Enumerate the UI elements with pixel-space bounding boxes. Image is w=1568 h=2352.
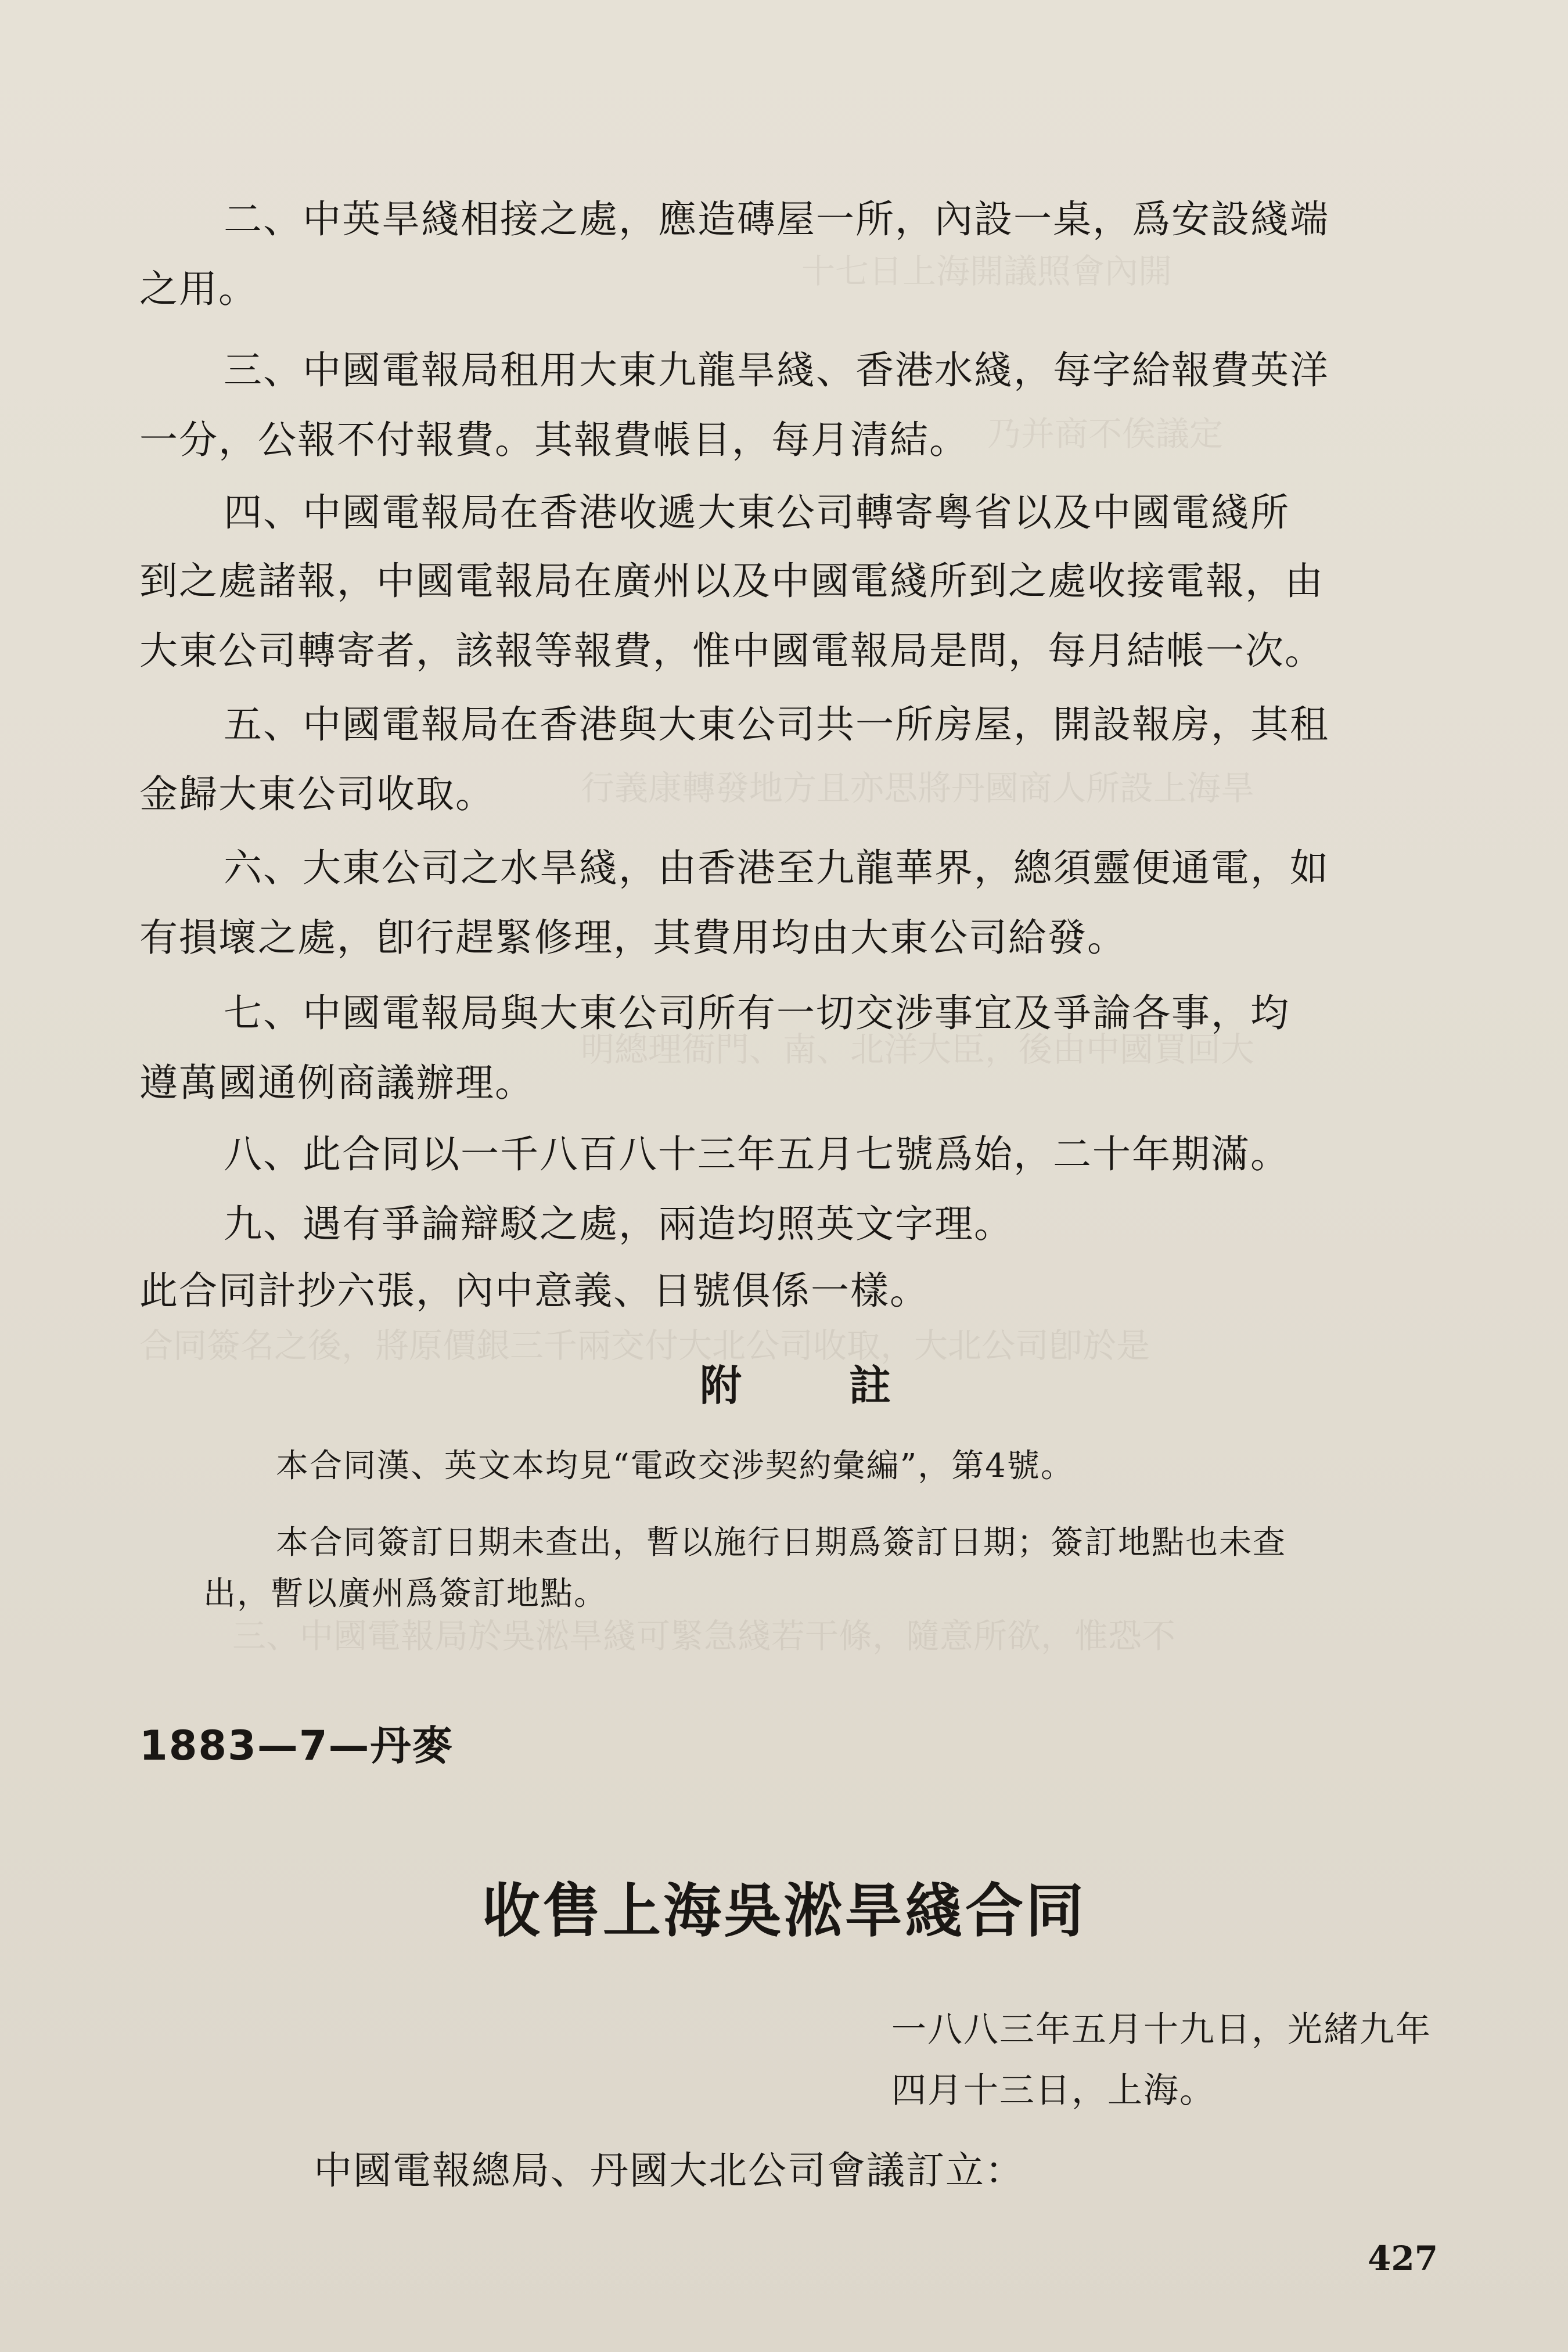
clause-line: 一分，公報不付報費。其報費帳目，每月清結。 — [139, 418, 969, 462]
clause-line: 到之處諸報，中國電報局在廣州以及中國電綫所到之處收接電報，由 — [139, 559, 1324, 603]
note-heading: 附 註 — [700, 1361, 938, 1410]
document-id: 1883—7—丹麥 — [139, 1722, 454, 1770]
bleed-through: 行義康轉發地方且亦思將丹國商人所設上海旱 — [581, 768, 1255, 808]
parties-line: 中國電報總局、丹國大北公司會議訂立： — [314, 2148, 1024, 2193]
clause-line: 大東公司轉寄者，該報等報費，惟中國電報局是問，每月結帳一次。 — [139, 628, 1324, 673]
clause-line: 六、大東公司之水旱綫，由香港至九龍華界，總須靈便通電，如 — [224, 846, 1329, 890]
note-line: 本合同簽訂日期未查出，暫以施行日期爲簽訂日期；簽訂地點也未查 — [276, 1524, 1286, 1562]
bleed-through: 合同簽名之後，將原價銀三千兩交付大北公司收取，大北公司卽於是 — [139, 1326, 1150, 1365]
clause-line: 此合同計抄六張，內中意義、日號俱係一樣。 — [139, 1268, 929, 1313]
note-line: 出，暫以廣州爲簽訂地點。 — [203, 1575, 607, 1613]
clause-line: 五、中國電報局在香港與大東公司共一所房屋，開設報房，其租 — [224, 702, 1329, 747]
clause-line: 金歸大東公司收取。 — [139, 772, 495, 817]
clause-line: 之用。 — [139, 267, 258, 311]
clause-line: 九、遇有爭論辯駁之處，兩造均照英文字理。 — [224, 1202, 1013, 1246]
clause-line: 有損壞之處，卽行趕緊修理，其費用均由大東公司給發。 — [139, 915, 1127, 960]
bleed-through: 三、中國電報局於吳淞旱綫可緊急綫若干條，隨意所欲，惟恐不 — [232, 1616, 1176, 1656]
bleed-through: 明總理衙門、南、北洋大臣，後由中國買回大 — [581, 1030, 1255, 1069]
clause-line: 遵萬國通例商議辦理。 — [139, 1060, 534, 1105]
bleed-through: 乃并商不俟議定 — [987, 414, 1224, 454]
date-line: 四月十三日，上海。 — [891, 2070, 1215, 2111]
page-number: 427 — [1368, 2239, 1438, 2278]
clause-line: 八、此合同以一千八百八十三年五月七號爲始，二十年期滿。 — [224, 1132, 1290, 1177]
clause-line: 七、中國電報局與大東公司所有一切交涉事宜及爭論各事，均 — [224, 991, 1290, 1035]
contract-title: 收售上海吳淞旱綫合同 — [482, 1876, 1086, 1945]
note-line: 本合同漢、英文本均見“電政交涉契約彙編”，第4號。 — [276, 1447, 1074, 1485]
clause-line: 三、中國電報局租用大東九龍旱綫、香港水綫，每字給報費英洋 — [224, 348, 1329, 393]
bleed-through: 十七日上海開議照會內開 — [801, 251, 1173, 291]
date-line: 一八八三年五月十九日，光緒九年 — [891, 2009, 1432, 2050]
clause-line: 四、中國電報局在香港收遞大東公司轉寄粵省以及中國電綫所 — [224, 490, 1290, 535]
clause-line: 二、中英旱綫相接之處，應造磚屋一所，內設一桌，爲安設綫端 — [224, 197, 1329, 242]
